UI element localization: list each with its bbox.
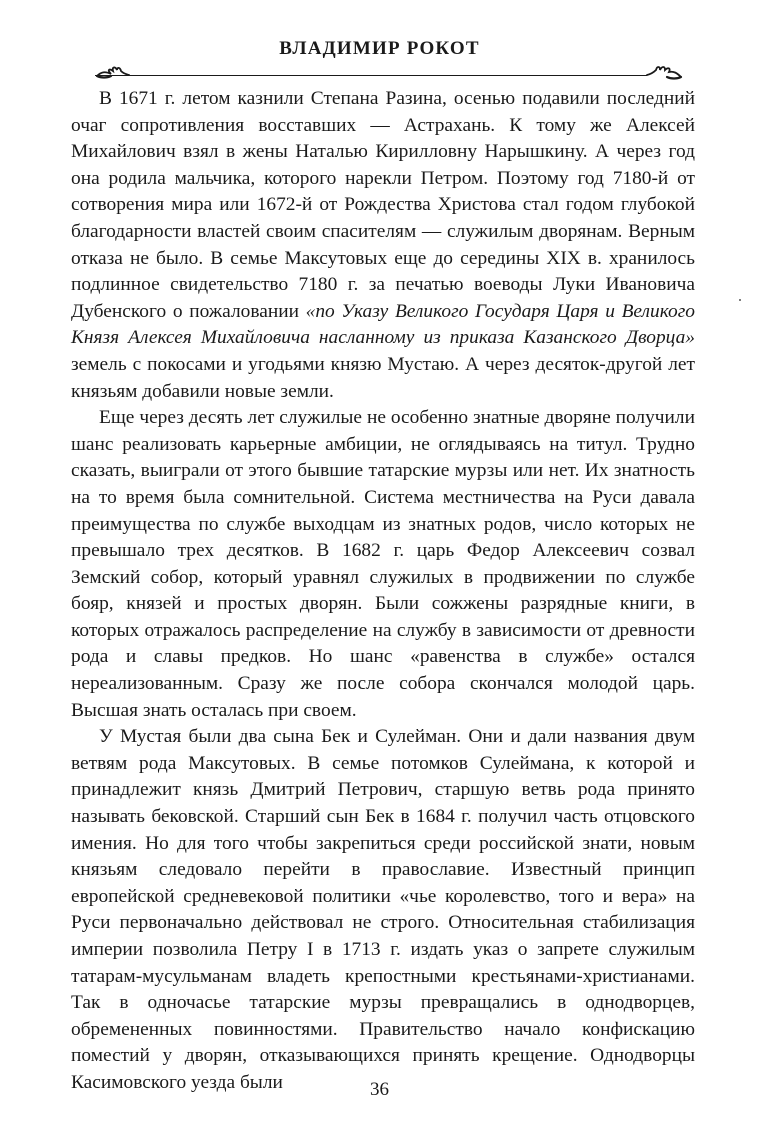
header-rule [95,75,647,76]
paragraph-1-lead: В 1671 г. летом казнили Степана Разина, осенью подавили последний очаг сопротивления восставших — Астрахань. К тому же Алексей Михайлович взял в жены Наталью Кирилловну Нарышкину. А через год она родила мальчика, которого нарекли Петром. Поэтому год 7180-й от сотворения мира или 1672-й от Рождества Христова стал годом глубокой благодарности властей своим спасителям — служилым дворянам. Верным отказа не было. В семье Максутовых еще до середины XIX в. хранилось подлинное свидетельство 7180 г. за печатью воеводы Луки Ивановича Дубенского о пожаловании [71,88,695,322]
paragraph-1 [71,86,695,405]
page-number: 36 [370,1079,389,1100]
paragraph-3: У Мустая были два сына Бек и Сулейман. Они и дали названия двум ветвям рода Максутовых. В семье потомков Сулеймана, к которой и принадлежит князь Дмитрий Петрович, старшую ветвь рода принято называть бековской. Старший сын Бек в 1684 г. получил часть отцовского имения. Но для того чтобы закрепиться среди российской знати, новым князьям следовало перейти в православие. Известный принцип европейской средневековой политики «чье королевство, того и вера» на Руси первоначально действовал не строго. Относительная стабилизация империи позволила Петру I в 1713 г. издать указ о запрете служилым татарам-мусульманам владеть крепостными крестьянами-христианами. Так в одночасье татарские мурзы превращались в однодворцев, обремененных повинностями. Правительство начало конфискацию поместий у дворян, отказывающихся принять крещение. Однодворцы Касимовского уезда были [71,726,695,1093]
paragraph-2: Еще через десять лет служилые не особенно знатные дворяне получили шанс реализовать карьерные амбиции, не оглядываясь на титул. Трудно сказать, выиграли от этого бывшие татарские мурзы или нет. Их знатность на то время была сомнительной. Система местничества на Руси давала преимущества по службе выходцам из знатных родов, число которых не превышало трех десятков. В 1682 г. царь Федор Алексеевич созвал Земский собор, который уравнял служилых в продвижении по службе бояр, князей и простых дворян. Были сожжены разрядные книги, в которых отражалось распределение на службу в зависимости от древности рода и славы предков. Но шанс «равенства в службе» остался нереализованным. Сразу же после собора скончался молодой царь. Высшая знать осталась при своем. [71,407,695,721]
flourish-left-icon [95,62,135,82]
body-text [71,86,695,1097]
paragraph-1-tail: земель с покосами и угодьями князю Мустаю. А через десяток-другой лет князьям добавили новые земли. [71,353,695,402]
running-head-title: ВЛАДИМИР РОКОТ [279,38,480,59]
decree-quote: «по Указу Великого Государя Царя и Великого Князя Алексея Михайловича насланному из приказа Казанского Дворца» [71,300,695,349]
scan-speck [739,299,741,301]
flourish-right-icon [643,62,683,82]
